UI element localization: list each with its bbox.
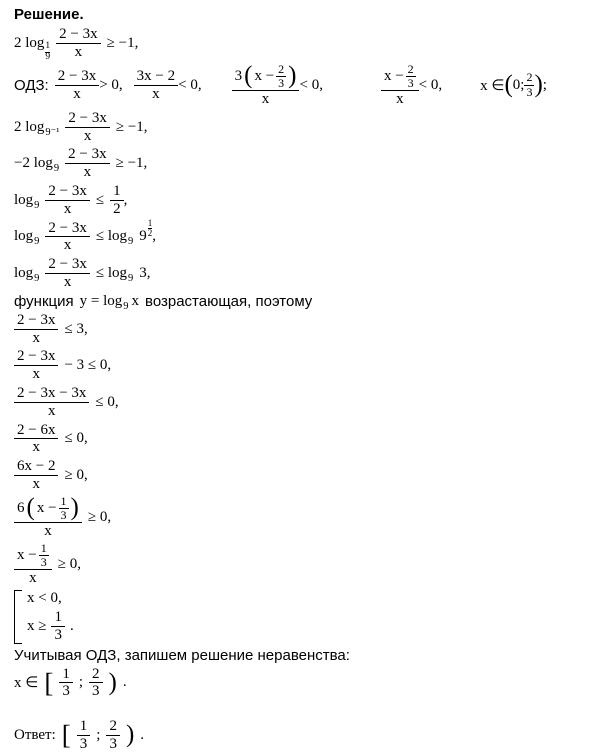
fraction <box>56 26 100 61</box>
close-paren: ) <box>125 721 135 749</box>
denominator: 3 <box>77 735 91 753</box>
fraction <box>14 312 58 347</box>
math-token: x ∈ <box>480 77 505 94</box>
text-token: функция <box>14 292 74 310</box>
relation: ≥ −1, <box>115 155 148 172</box>
open-bracket: [ <box>44 667 54 698</box>
numerator: 2 <box>278 61 285 76</box>
left-square-bracket <box>14 590 22 644</box>
denominator: x <box>45 273 89 291</box>
odz-domain <box>480 71 547 98</box>
text-line-monotonic <box>14 293 592 310</box>
formula-line-9 <box>14 312 592 347</box>
relation: ≤ 3, <box>64 320 88 337</box>
fraction <box>14 385 89 420</box>
power-term <box>139 217 157 247</box>
close-paren: ) <box>108 668 117 696</box>
numerator: 1 <box>62 665 70 682</box>
fraction <box>14 542 52 587</box>
math-token: x − <box>36 499 57 516</box>
denominator: 3 <box>60 507 67 522</box>
numerator: 2 <box>407 61 414 76</box>
log-term <box>14 228 40 248</box>
numerator: 2 − 3x − 3x <box>17 384 87 401</box>
denominator: x <box>14 329 58 347</box>
formula-line-6 <box>14 217 592 255</box>
inner-fraction <box>39 542 49 569</box>
formula-line-11 <box>14 385 592 420</box>
fraction <box>77 718 91 753</box>
numerator: 1 <box>113 182 121 199</box>
denominator: 2 <box>110 200 124 218</box>
formula-line-12 <box>14 422 592 457</box>
fraction <box>14 495 82 540</box>
denominator: x <box>232 90 300 108</box>
log-base: 9⁻¹ <box>45 127 60 139</box>
exponent-fraction <box>148 219 153 239</box>
formula-line-10 <box>14 348 592 383</box>
formula-line-14 <box>14 495 592 540</box>
math-token: y = log <box>79 292 123 309</box>
odz-label: ОДЗ: <box>14 76 49 94</box>
denominator: 3 <box>278 75 285 90</box>
denominator: x <box>65 127 109 145</box>
numerator: 2 − 3x <box>68 109 107 126</box>
numerator: 1 <box>54 609 62 626</box>
formula-line-13 <box>14 458 592 493</box>
denominator: x <box>14 402 89 420</box>
numerator: 2 − 3x <box>68 146 107 163</box>
open-bracket: [ <box>61 720 71 751</box>
log-term <box>95 228 134 248</box>
math-token: x − <box>254 67 275 84</box>
numerator: 2 <box>526 70 533 85</box>
math-token: 2 log <box>14 34 45 51</box>
open-paren: ( <box>244 62 253 90</box>
text-token: возрастающая, поэтому <box>145 292 313 310</box>
numerator: 2 <box>92 665 100 682</box>
fraction <box>45 220 89 255</box>
punctuation: ; <box>542 76 547 93</box>
numerator-row <box>235 63 297 90</box>
denominator: 9 <box>45 51 51 62</box>
denominator: 2 <box>147 228 153 239</box>
relation: ≥ 0, <box>87 508 112 525</box>
denominator: 3 <box>89 682 103 700</box>
log-base: 9 <box>128 272 134 284</box>
numerator: 2 − 3x <box>57 67 97 84</box>
odz-line <box>14 63 592 108</box>
separator: ; <box>96 727 101 744</box>
denominator: x <box>56 43 100 61</box>
relation: > 0, <box>99 76 123 93</box>
numerator: 1 <box>45 40 51 51</box>
close-paren: ) <box>534 70 543 98</box>
math-token: x − <box>383 67 404 84</box>
relation: ≥ −1, <box>106 34 139 51</box>
log-base: 9 <box>34 272 40 284</box>
log-base: 9 <box>53 163 60 175</box>
denominator: 3 <box>51 626 65 644</box>
relation: ≥ −1, <box>115 118 148 135</box>
log-term <box>14 265 39 282</box>
math-token: x <box>131 292 140 309</box>
denominator: 3 <box>106 735 120 753</box>
math-inline <box>80 293 139 310</box>
fraction <box>14 458 58 493</box>
numerator <box>14 495 82 522</box>
fraction <box>51 609 65 644</box>
close-paren: ) <box>288 62 297 90</box>
numerator: 2 − 3x <box>17 311 56 328</box>
log-base: 9 <box>34 236 40 248</box>
denominator: x <box>134 85 178 103</box>
odz-cond-3 <box>232 63 323 108</box>
numerator: 1 <box>79 718 88 735</box>
numerator: 1 <box>147 217 153 228</box>
punctuation: . <box>69 617 74 634</box>
open-paren: ( <box>26 494 35 522</box>
numerator-row <box>384 63 416 90</box>
numerator: 2 − 3x <box>17 348 56 365</box>
fraction <box>55 68 99 103</box>
answer-line <box>14 718 592 753</box>
denominator: x <box>45 200 89 218</box>
inner-fraction <box>524 71 534 98</box>
numerator: 1 <box>60 493 67 508</box>
math-token: x ≥ <box>27 617 47 634</box>
numerator: 2 − 6x <box>17 421 56 438</box>
solution-title: Решение. <box>14 6 84 23</box>
punctuation: . <box>140 727 145 744</box>
solution-union-system <box>14 590 592 644</box>
log-base: 9 <box>128 236 134 248</box>
relation: ≤ log <box>95 228 128 245</box>
relation: ≥ 0, <box>64 466 88 483</box>
math-token: x − <box>17 547 37 564</box>
formula-line-4 <box>14 146 592 181</box>
fraction <box>45 256 89 291</box>
solution-interval-line <box>14 666 592 701</box>
relation: ≤ <box>95 191 105 208</box>
log-term <box>96 265 133 282</box>
coefficient: 3 <box>234 67 243 84</box>
odz-cond-1 <box>55 68 123 103</box>
system-row-2 <box>27 609 74 644</box>
fraction <box>232 63 300 108</box>
fraction <box>110 183 124 218</box>
answer-label: Ответ: <box>14 727 56 744</box>
punctuation: , <box>123 191 128 208</box>
text-token: Учитывая ОДЗ, запишем решение неравенства: <box>14 646 350 664</box>
math-token: x ∈ <box>14 675 39 692</box>
formula-line-5 <box>14 183 592 218</box>
log-term <box>14 33 51 62</box>
relation: ≤ 0, <box>95 393 119 410</box>
numerator <box>232 63 300 90</box>
math-token: 0; <box>512 76 525 93</box>
numerator: 2 − 3x <box>59 26 98 42</box>
numerator: 2 <box>109 718 117 735</box>
numerator: 1 <box>40 540 47 555</box>
punctuation: , <box>152 228 157 245</box>
fraction <box>134 68 178 103</box>
math-token: 3, <box>139 264 151 281</box>
denominator: x <box>14 569 52 587</box>
denominator: 3 <box>407 75 414 90</box>
denominator: x <box>14 522 82 540</box>
math-token: x < 0, <box>27 590 62 607</box>
fraction <box>65 146 109 181</box>
numerator: 2 − 3x <box>48 182 87 199</box>
numerator <box>14 542 52 569</box>
inner-fraction <box>276 63 286 90</box>
relation: < 0, <box>178 76 202 93</box>
formula-line-7 <box>14 256 592 291</box>
denominator: x <box>381 90 419 108</box>
log-term <box>14 155 60 175</box>
numerator: 6x − 2 <box>17 458 56 475</box>
inner-fraction <box>406 63 416 90</box>
odz-cond-4 <box>381 63 442 108</box>
inner-fraction <box>59 495 69 522</box>
fraction <box>45 183 89 218</box>
relation: < 0, <box>418 76 443 93</box>
numerator-row <box>17 542 49 569</box>
close-paren: ) <box>70 494 79 522</box>
relation: ≤ 0, <box>64 430 88 447</box>
odz-cond-2 <box>134 68 202 103</box>
numerator: 2 − 3x <box>48 256 87 273</box>
numerator <box>381 63 419 90</box>
text-line-conclusion <box>14 647 592 664</box>
punctuation: . <box>122 674 127 691</box>
fraction <box>106 718 120 753</box>
relation: < 0, <box>299 76 323 93</box>
denominator: x <box>45 236 89 254</box>
denominator: x <box>55 85 99 103</box>
system-row-1 <box>27 590 74 607</box>
log-base: 9 <box>123 300 129 312</box>
log-term <box>14 118 60 139</box>
numerator: 2 − 3x <box>48 219 87 236</box>
numerator: 3x − 2 <box>136 67 176 84</box>
fraction <box>89 666 103 701</box>
fraction <box>14 348 58 383</box>
system-rows <box>27 590 74 644</box>
denominator: x <box>14 438 58 456</box>
fraction <box>59 666 73 701</box>
fraction <box>65 110 109 145</box>
relation: ≤ log <box>95 264 128 281</box>
log-base-fraction <box>45 42 50 63</box>
denominator: 3 <box>526 84 533 99</box>
denominator: 3 <box>40 555 47 570</box>
coefficient: 6 <box>17 499 25 516</box>
denominator: x <box>65 163 109 181</box>
math-token: 2 log <box>14 118 45 135</box>
formula-line-15 <box>14 542 592 587</box>
base: 9 <box>139 228 147 245</box>
math-token: log <box>14 191 34 208</box>
denominator: x <box>14 365 58 383</box>
log-base: 9 <box>34 199 40 211</box>
log-term <box>14 192 39 209</box>
relation: ≥ 0, <box>57 555 81 572</box>
relation: − 3 ≤ 0, <box>64 357 112 374</box>
fraction <box>14 422 58 457</box>
rhs-group <box>110 183 127 218</box>
formula-line-3 <box>14 110 592 145</box>
math-token: log <box>14 264 34 281</box>
denominator: x <box>14 475 58 493</box>
open-paren: ( <box>504 70 513 98</box>
fraction <box>381 63 419 108</box>
math-token: −2 log <box>14 155 53 172</box>
numerator-row <box>17 495 79 522</box>
denominator: 3 <box>59 682 73 700</box>
separator: ; <box>78 674 83 691</box>
math-token: log <box>14 228 34 245</box>
formula-line-1 <box>14 26 592 61</box>
